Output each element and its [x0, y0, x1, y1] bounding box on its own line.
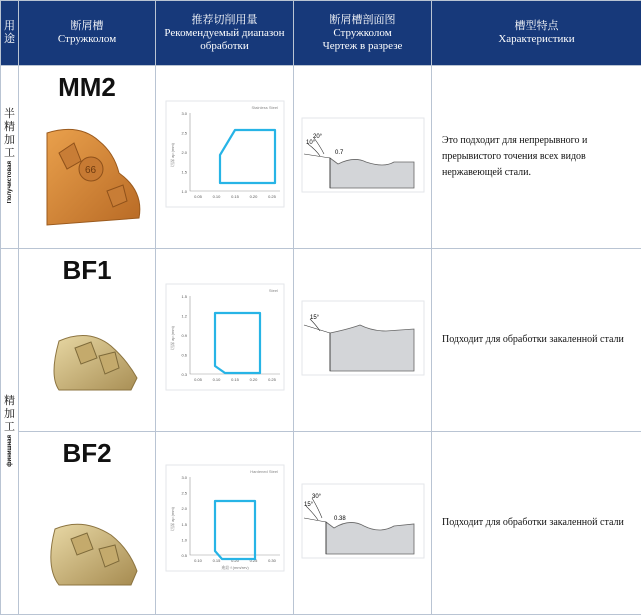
profile-cell-bf1 — [294, 249, 432, 432]
x-tick-label: 0.15 — [231, 194, 240, 199]
chipbreaker-code: BF2 — [19, 438, 155, 469]
profile-angle-2: 10° — [306, 140, 316, 146]
material-label: Stainless Steel — [251, 105, 278, 110]
y-axis-label: 切深 ap (mm) — [169, 142, 175, 167]
use-ru: финишная — [7, 435, 13, 467]
recommended-range-chart — [160, 95, 290, 215]
y-tick-label: 1.5 — [181, 169, 187, 174]
x-tick-label: 0.10 — [194, 558, 203, 563]
x-tick-label: 0.10 — [212, 377, 221, 382]
profile-drawing — [294, 293, 432, 383]
x-tick-label: 0.15 — [212, 558, 221, 563]
x-tick-label: 0.20 — [249, 377, 258, 382]
header-recommended-ru2: обработки — [156, 40, 293, 53]
y-axis-label: 切深 ap (mm) — [169, 325, 175, 350]
chipbreaker-code: MM2 — [19, 72, 155, 103]
use-ru: Получистовая — [7, 161, 13, 203]
use-finishing — [1, 249, 19, 615]
profile-angle-1: 15° — [310, 315, 320, 321]
y-tick-label: 3.0 — [181, 111, 187, 116]
profile-cell-mm2 — [294, 66, 432, 249]
insert-image — [19, 469, 156, 609]
x-tick-label: 0.25 — [268, 194, 277, 199]
header-use-cn2: 途 — [1, 33, 18, 46]
x-tick-label: 0.25 — [268, 377, 277, 382]
header-profile-ru2: Чертеж в разрезе — [294, 40, 431, 53]
chart-cell-bf1 — [156, 249, 294, 432]
y-tick-label: 1.0 — [181, 189, 187, 194]
header-recommended-cn: 推荐切削用量 — [156, 14, 293, 27]
use-cn-1: 半 — [1, 107, 18, 120]
description-bf1: Подходит для обработки закаленной стали — [432, 249, 641, 432]
profile-drawing — [294, 476, 432, 566]
use-cn-1: 精 — [1, 394, 18, 407]
recommended-range-chart — [160, 278, 290, 398]
chart-cell-mm2 — [156, 66, 294, 249]
y-tick-label: 1.0 — [181, 537, 187, 542]
x-tick-label: 0.05 — [194, 194, 203, 199]
y-tick-label: 2.5 — [181, 130, 187, 135]
chart-cell-bf2 — [156, 432, 294, 615]
header-chipbreaker-cn: 断屑槽 — [19, 20, 155, 33]
header-features-ru: Характеристики — [432, 33, 641, 46]
row-bf1 — [1, 249, 641, 432]
y-tick-label: 1.5 — [181, 294, 187, 299]
use-semi-finishing — [1, 66, 19, 249]
use-cn-3: 工 — [1, 420, 18, 433]
y-tick-label: 2.0 — [181, 506, 187, 511]
header-recommended-ru: Рекомендуемый диапазон — [156, 27, 293, 40]
x-axis-label: 進給 f (mm/rev) — [221, 564, 249, 570]
description-mm2: Это подходит для непрерывного и прерывистого точения всех видов нержавеющей стали. — [432, 66, 641, 249]
y-tick-label: 1.2 — [181, 313, 187, 318]
header-chipbreaker-ru: Стружколом — [19, 33, 155, 46]
y-tick-label: 1.5 — [181, 521, 187, 526]
x-tick-label: 0.25 — [249, 558, 258, 563]
description-bf2: Подходит для обработки закаленной стали — [432, 432, 641, 615]
use-cn-2: 加 — [1, 407, 18, 420]
header-chipbreaker — [19, 1, 156, 66]
header-recommended — [156, 1, 294, 66]
recommended-range-chart — [160, 459, 290, 583]
header-use — [1, 1, 19, 66]
y-tick-label: 2.5 — [181, 490, 187, 495]
profile-angle-2: 15° — [304, 502, 314, 508]
header-profile — [294, 1, 432, 66]
insert-cell-bf1 — [19, 249, 156, 432]
y-tick-label: 3.0 — [181, 475, 187, 480]
insert-image — [19, 286, 156, 426]
x-tick-label: 0.30 — [268, 558, 277, 563]
x-tick-label: 0.10 — [212, 194, 221, 199]
row-mm2 — [1, 66, 641, 249]
x-tick-label: 0.20 — [231, 558, 240, 563]
profile-dimension: 0.7 — [335, 150, 344, 156]
use-cn-3: 加 — [1, 133, 18, 146]
material-label: Steel — [268, 288, 277, 293]
row-bf2 — [1, 432, 641, 615]
x-tick-label: 0.15 — [231, 377, 240, 382]
chipbreaker-code: BF1 — [19, 255, 155, 286]
profile-drawing — [294, 110, 432, 200]
header-use-cn: 用 — [4, 20, 15, 32]
y-tick-label: 0.9 — [181, 333, 187, 338]
y-tick-label: 0.6 — [181, 352, 187, 357]
svg-text:66: 66 — [85, 165, 97, 176]
profile-cell-bf2 — [294, 432, 432, 615]
y-axis-label: 切深 ap (mm) — [169, 506, 175, 531]
header-profile-cn: 断屑槽剖面图 — [294, 14, 431, 27]
y-tick-label: 0.3 — [181, 372, 187, 377]
insert-cell-bf2 — [19, 432, 156, 615]
insert-cell-mm2 — [19, 66, 156, 249]
y-tick-label: 0.5 — [181, 553, 187, 558]
header-features-cn: 槽型特点 — [432, 20, 641, 33]
y-tick-label: 2.0 — [181, 150, 187, 155]
use-cn-4: 工 — [1, 146, 18, 159]
header-profile-ru: Стружколом — [294, 27, 431, 40]
x-tick-label: 0.20 — [249, 194, 258, 199]
profile-angle-1: 30° — [312, 494, 322, 500]
insert-image — [19, 103, 156, 243]
x-tick-label: 0.05 — [194, 377, 203, 382]
header-features — [432, 1, 641, 66]
profile-dimension: 0.38 — [334, 516, 346, 522]
use-cn-2: 精 — [1, 120, 18, 133]
material-label: Hardened Steel — [250, 469, 278, 474]
header-row — [1, 1, 641, 66]
profile-angle-1: 20° — [313, 134, 323, 140]
